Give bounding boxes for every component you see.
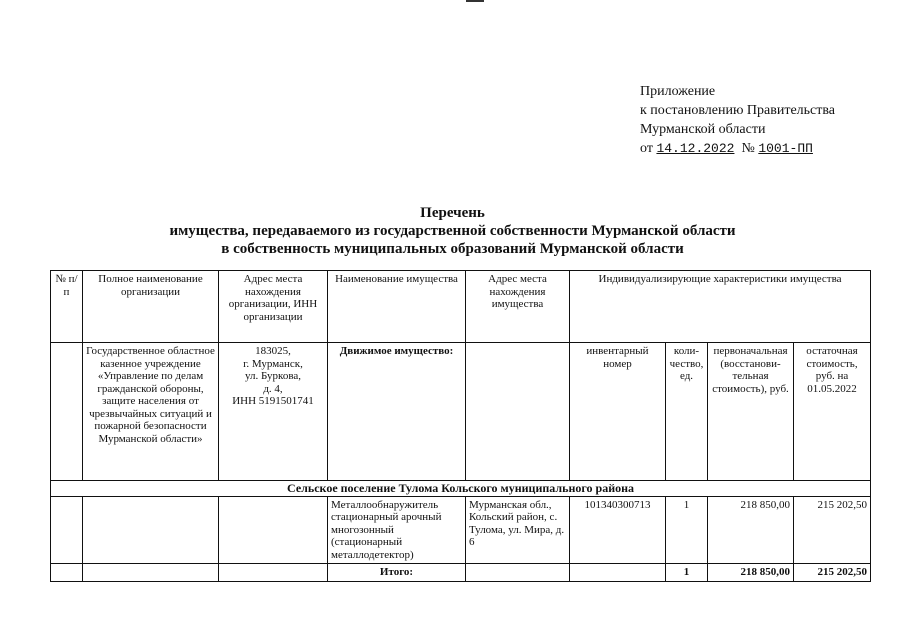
org-address-line: д. 4, [263,382,283,395]
section-heading: Сельское поселение Тулома Кольского муниципального района [51,481,871,497]
total-label: Итого: [328,564,466,582]
item-row [51,496,871,564]
total-num [51,564,83,582]
org-address-line: г. Мурманск, [243,357,303,370]
header-row [51,271,871,343]
title-line-2: имущества, передаваемого из государственной собственности Мурманской области [169,223,736,239]
subheader-initial-cost: первоначальная (восстанови-тельная стоимость), руб. [708,343,794,481]
item-quantity: 1 [666,496,708,564]
annex-block [640,82,835,158]
subheader-inventory: инвентарный номер [570,343,666,481]
item-inventory-number: 101340300713 [570,496,666,564]
total-residual-cost: 215 202,50 [794,564,871,582]
total-inventory [570,564,666,582]
org-inn: ИНН 5191501741 [232,395,314,407]
org-address-line: 183025, [255,345,291,357]
property-table [50,270,871,582]
total-initial-cost: 218 850,00 [708,564,794,582]
header-org-address: Адрес места нахождения организации, ИНН организации [219,271,328,343]
number-sign: № [741,141,755,156]
annex-line-1: Приложение [640,84,716,99]
property-category: Движимое имущество: [328,343,466,481]
organization-name: Государственное областное казенное учреждение «Управление по делам гражданской обороны, защите населения от чрезвычайных ситуаций и пожарной безопасности Мурманской области» [83,343,219,481]
item-org [83,496,219,564]
total-org [83,564,219,582]
org-row-prop-address [466,343,570,481]
item-residual-cost: 215 202,50 [794,496,871,564]
document-title [0,204,905,258]
org-address-line: ул. Буркова, [244,370,301,382]
item-initial-cost: 218 850,00 [708,496,794,564]
section-row [51,481,871,497]
header-property-name: Наименование имущества [328,271,466,343]
top-mark [466,0,484,2]
annex-date-line [640,139,835,158]
item-num [51,496,83,564]
annex-line-2: к постановлению Правительства [640,103,836,118]
subheader-quantity: коли-чество, ед. [666,343,708,481]
item-address: Мурманская обл., Кольский район, с. Тулома, ул. Мира, д. 6 [466,496,570,564]
total-quantity: 1 [666,564,708,582]
organization-address [219,343,328,481]
subheader-residual-cost: остаточная стоимость, руб. на 01.05.2022 [794,343,871,481]
annex-line-3: Мурманской области [640,122,766,137]
header-num: № п/п [51,271,83,343]
header-characteristics: Индивидуализирующие характеристики имущества [570,271,871,343]
date-prefix: от [640,141,653,156]
total-address [466,564,570,582]
org-row-num [51,343,83,481]
item-name: Металлообнаружитель стационарный арочный многозонный (стационарный металлодетектор) [328,496,466,564]
total-org-address [219,564,328,582]
title-line-1: Перечень [420,205,485,221]
header-org: Полное наименование организации [83,271,219,343]
header-property-address: Адрес места нахождения имущества [466,271,570,343]
resolution-number: 1001-ПП [758,141,813,156]
resolution-date: 14.12.2022 [656,141,735,156]
item-org-address [219,496,328,564]
title-line-3: в собственность муниципальных образований Мурманской области [221,241,684,257]
organization-row [51,343,871,481]
total-row [51,564,871,582]
